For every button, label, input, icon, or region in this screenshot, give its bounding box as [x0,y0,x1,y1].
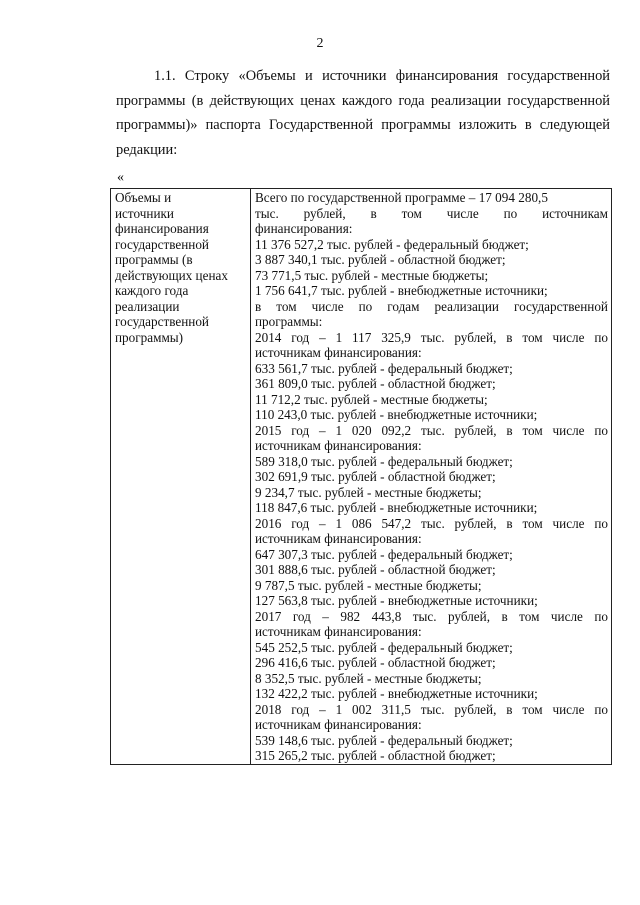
value-line: источникам финансирования: [255,345,422,360]
value-line: 539 148,6 тыс. рублей - федеральный бюджет; [255,732,513,748]
value-line: финансирования: [255,221,353,236]
row-label-cell [111,189,251,765]
value-line: программы: [255,314,323,329]
value-line: 2017 год – 982 443,8 тыс. рублей, в том числе по [255,608,608,624]
value-line: 589 318,0 тыс. рублей - федеральный бюджет; [255,453,513,469]
value-line: 545 252,5 тыс. рублей - федеральный бюджет; [255,639,513,655]
value-line: источникам финансирования: [255,438,422,453]
value-line: в том числе по годам реализации государственной [255,298,608,314]
value-line: 73 771,5 тыс. рублей - местные бюджеты; [255,267,489,283]
opening-quote-mark: « [117,170,124,185]
value-line: 2016 год – 1 086 547,2 тыс. рублей, в том числе по [255,515,608,531]
value-line: 11 376 527,2 тыс. рублей - федеральный бюджет; [255,236,529,252]
label-line: государственной [115,236,209,252]
value-line: 296 416,6 тыс. рублей - областной бюджет; [255,655,496,670]
label-line: программы (в [115,252,193,267]
value-line: 1 756 641,7 тыс. рублей - внебюджетные источники; [255,283,548,298]
value-line: 9 234,7 тыс. рублей - местные бюджеты; [255,484,482,500]
value-line: 315 265,2 тыс. рублей - областной бюджет; [255,748,496,763]
label-line: реализации [115,298,180,314]
value-line: 132 422,2 тыс. рублей - внебюджетные источники; [255,686,538,701]
value-line: источникам финансирования: [255,531,422,546]
label-line: источники [115,205,174,221]
value-line: 2018 год – 1 002 311,5 тыс. рублей, в том числе по [255,701,608,717]
value-line: 3 887 340,1 тыс. рублей - областной бюджет; [255,252,506,267]
table-row [111,189,612,765]
label-line: финансирования [115,221,209,236]
value-line: 633 561,7 тыс. рублей - федеральный бюджет; [255,360,513,376]
intro-paragraph: 1.1. Строку «Объемы и источники финансирования государственной программы (в действующих ценах каждого года реализации государственной программы)» паспорта Государственной программы изложить в следующей редакции: [116,68,610,158]
label-line: каждого года [115,283,189,298]
value-line: 361 809,0 тыс. рублей - областной бюджет; [255,376,496,391]
value-line: 2015 год – 1 020 092,2 тыс. рублей, в том числе по [255,422,608,438]
value-line: 2014 год – 1 117 325,9 тыс. рублей, в том числе по [255,329,608,345]
value-line: 301 888,6 тыс. рублей - областной бюджет; [255,562,496,577]
label-line: действующих ценах [115,267,228,283]
value-line: источникам финансирования: [255,717,422,732]
label-line: государственной [115,314,209,329]
label-line: программы) [115,329,184,345]
value-line: тыс. рублей, в том числе по источникам [255,205,608,221]
value-line: 8 352,5 тыс. рублей - местные бюджеты; [255,670,482,686]
value-line: 110 243,0 тыс. рублей - внебюджетные источники; [255,407,538,422]
label-line: Объемы и [115,190,172,205]
row-value-cell [251,189,612,765]
financing-table [110,188,612,765]
value-line: 9 787,5 тыс. рублей - местные бюджеты; [255,577,482,593]
value-line: 127 563,8 тыс. рублей - внебюджетные источники; [255,593,538,608]
page-number: 2 [316,36,324,51]
value-line: 118 847,6 тыс. рублей - внебюджетные источники; [255,500,538,515]
value-line: источникам финансирования: [255,624,422,639]
value-line: 647 307,3 тыс. рублей - федеральный бюджет; [255,546,513,562]
value-line: 302 691,9 тыс. рублей - областной бюджет; [255,469,496,484]
value-line: Всего по государственной программе – 17 094 280,5 [255,190,548,205]
value-line: 11 712,2 тыс. рублей - местные бюджеты; [255,391,488,407]
